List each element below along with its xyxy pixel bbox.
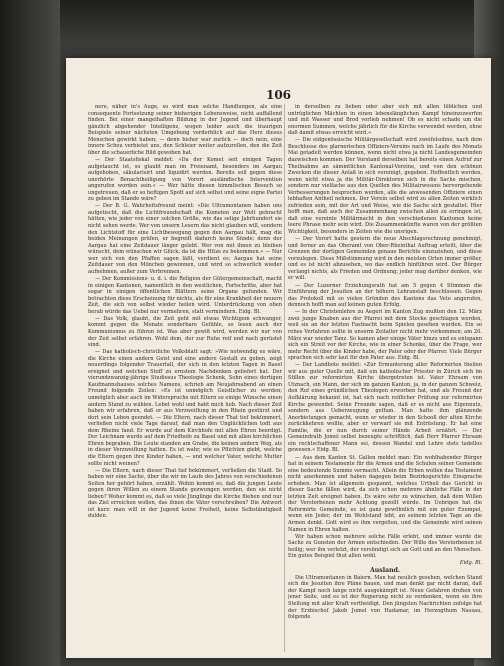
paragraph: nere, näher in's Auge, so wird man solche Handlungen, als eine consequente Fortsetzung seiner bisherigen Lebensweise, nicht auffallend finden. Bei einer mangelhaften Bildung in der Jugend und überhaupt gänzlich abgehender Intelligenz, wogen leider auch die traurigen Beispiele seiner nächsten Umgebung verderblich auf das Herz dieses Menschen gewirkt haben; — denn bisher war zurück — doch nein, eine innere Scheu verbietet uns, den Schleier weiter aufzurollen, den die Zeit über die schauerliche Bild gewoben hat. [88,104,282,156]
paragraph: — Der Kommissions- u. d. i. die Religion der Gütergemeinschaft, macht in einigen Kantonen, namentlich in den westlichen, Fortschritte, aber hat sogar in einigen öffentlichen Blättern seine Organe gefunden. Wir betrachten diese Erscheinung für nichts, als für eine Krankheit der neuern Zeit, die sich von selbst wieder heilen wird. Unterdrückung von oben herab würde das Uebel nur vermehren, statt vermindern. Eidg. Bl. [88,276,282,315]
paragraph: — Das Volk, glaubt, die Zeit geht mit etwas Wichtigem schwanger, kommt gegen die Monate sonderbare Gefühle, so lesen auch der Kommunismus zu führen ist. Was aber gewiß wird, werden wir nur von der Zeit selbst erfahren. Wohl dem, der zur Ruhe reif und nach gerüstet sind. [88,315,282,349]
paragraph: — Der Luzerner Erziehungsrath hat am 5 gegen 4 Stimmen die Einführung der Jesuiten an der höhern Lehranstalt beschlossen. Gegen das Protokoll mit so vielen Gründen des Kantons das Veto angerufen, dennoch hofft man auf keinen guten Erfolg. [288,282,482,309]
paragraph: — Die eidgenössische Militärgesellschaft wird zweifelsohne, nach dem Beschlusse des glarnerischen Offiziers-Vereins nach im Laufe des Monats Mai getadelt werden können, wenn nicht etwa ja nicht Landesgemeinden dazwischen kommen. Der Vorstand derselben hat bereits einen Aufruf zur Theilnahme an sämmtlichen Kantonal-Vereine, und von den schönen Zwecken die dieser Anlaß in sich vereinigt, gegeben. Hoffentlich werden, wenn nicht etwa ja die Militär-Direktoren sich in die Sache mischen, sondern nur vielfache aus den Quellen des Militairwesens hervorgehende Verbesserungen besprochen werden, alle die anwesenden Offiziere einen lebhaften Antheil nehmen. Der Verein selbst wird zu allen Zeiten wirklich zufrieden sein, mit der Art und Weise, wie die Sache sich gestaltet. Hier hofft man, daß auch der Zusammenhang zwischen allen zu erringen ist, daß eine vereinte Militärmacht in den verschiedenen Kantonen keine leere Phrase mehr sein wird. Die Zusammenkünfte waren von der größten Wichtigkeit, besonders in Zeiten wie die unsrigen. [288,137,482,235]
page-number: 106 [265,88,292,102]
paragraph: in derselben zu lieben oder aber sich mit allen löblichen und untrüglichen Mächten in einen lebenslänglichen Kampf hineinzuwerfen und mit Wasser und Brod vorlieb nehmen! Ob es nicht schade um die enormen Summen, welche jährlich für die Kirche verwendet werden, ohne daß damit etwas erreicht wird.« [288,104,482,137]
scan-background-top [0,0,504,40]
paragraph: — Aus dem Kanton St. Gallen meldet man: Ein wohlhabender Bürger hat in seinem Testamente für die Armen und die Schulen seiner Gemeinde eine bedeutende Summe vermacht. Allein die Erben wollen das Testament nicht anerkennen und haben dagegen beim Bezirksgerichte Einsprache erhoben. Man ist allgemein gespannt, welches Urtheil das Gericht in dieser Sache fällen wird, da sich schon mehrere ähnliche Fälle in der letzten Zeit ereignet haben. Es wäre sehr zu wünschen, daß dem Willen der Verstorbenen mehr Achtung gezollt würde. Im Uebrigen hat die Reformirte Gemeinde, es ist ganz gewöhnlich mit ein guter Exempel, wenn ein Jeder, der im Wohlstand lebt, an seinem letzten Tage an die Armen denkt. Gott wird es ihm vergelten, und die Gemeinde wird seinen Namen in Ehren halten. [288,454,482,533]
paragraph: Wir haben schon mehrere solche Fälle erlebt, und immer wurde die Sache zu Gunsten der Armen entschieden. Der Wille des Verstorbenen ist heilig; wer ihn verletzt, der versündigt sich an Gott und an den Menschen. Ein gutes Beispiel thut allen wohl. [288,533,482,560]
paragraph: — In der Christenlehre zu Aegeri im Kanton Zug mußten den 12. März zwei junge Knaben aus der Pfarrei mit dem Stocke geschlagen werden, weil sie an der letzten Fastnacht beim Spielen gesehen wurden. Ein so rohes Verfahren sollte in unserm Zeitalter nicht mehr vorkommen; am 20. März war wieder Tanz. So kamen aber einige Väter hinzu und es entspann sich ein Streit vor der Kirche, wie in einer Schenke, über die Frage, wer mehr Recht über die Kinder habe, der Pater oder der Pfarrer. Viele Bürger sprachen sich sehr laut für den Pater aus. Eidg. Bl. [288,309,482,362]
right-column [288,104,482,652]
paragraph: — Der Staatsfiskal meldet: »Da der Komet seit einigen Tagen aufgetaucht ist, so glaubt man im Freienamt, besonders im Aargau aufgehoben, säkularisirt und liquidirt werden. Bereits soll gegen diese unerhörte Benachtheiligung von Vorort ausländische Intervention angerufen worden sein.« — Wer hätte diesen himmlischen Besuch so ungetreuen, daß er so heftigen Spott auf sich selbst und seine eigne Partei zu geben im Stande wäre? [88,156,282,203]
column-divider [284,104,285,652]
paragraph: — Der Landbote meldet: »Zur Ermunterung aller Reformirten theilen wir aus guter Quelle mit, daß ein katholischer Priester in Zürich sich im Stillen zur reformirten Kirche übergetreten ist. Vater Ehrsam von Utznach, ein Mann, der sich im ganzen Kanton, ja, in der ganzen Schweiz, den Ruf eines gründlichen Theologen erworben hat, und als Freund der Aufklärung bekannt ist, hat sich nach reiflicher Prüfung zur reformirten Kirche gewendet. Seine Freunde sagen, daß er es nicht aus Eigennutz, sondern aus Ueberzeugung gethan. Man hatte ihm glänzende Anerbietungen gemacht, wenn er wieder in den Schooß der alten Kirche zurückkehren wollte, aber er verwarf sie mit Entrüstung. Er hat eine Familie, die er nun durch seiner Hände Arbeit ernährt. — Der Gemeindrath Jomel selbst bezeugte schriftlich, daß Herr Pfarrer Ehrsam ein rechtschaffener Mann sei, dessen Wandel und Lehre stets tadellos gewesen.« Eidg. Bl. [288,362,482,454]
paragraph: — Die Eltern, nach dieser That tief bekümmert, verließen die Stadt. So haben wir eine Sache, über die wir im Laufe des Jahres von verschiedenen Seiten her gehört haben, erzählt. Wohin kommt es, daß die jungen Leute gegen ihren Willen zu einem Stande gezwungen werden, den sie nicht lieben? Woher kommt es, daß so viele Jünglinge die Kirche fliehen und nur das Ziel erreichen wollen, das ihnen die Väter vorschreiben? Die Antwort ist kurz: man will in der Jugend keine Freiheit, keine Selbständigkeit dulden. [88,467,282,520]
section-heading-ausland: Ausland. [369,566,401,574]
paragraph: — Der B. G. Wahrheitsfreund meint: »Die Ultramontanen haben uns aufgetischt, daß die Lichtfreundschaft die Kometen zur Welt gebracht hätten, wie jeder von einer solchen Größe, wie das selige Jahrhundert sie nicht sehen werde. Wer von unsern Lesern das nicht glauben will, sondern den Lichtstoff für eine Lichtbewegung gegen den Aargau hält, mag die beiden Meinungen prüfen, er begreift dadurch keine Sünde; denn der Aargau hat eine Zeitdauer länger gelebt. Wer von mit ihnen zu bleiben wünscht, dem wünschen wir Glück; da ist die Hitze zu bekommen.« — Nur wer sich von den Pfaffen sagen läßt, verdient es; Aargau hat seine Zeitdauer von den Mönchen gewonnen, und wird so schwerlich wieder aufnehmen, außer zum Verbrennen. [88,203,282,275]
newspaper-page [66,58,491,658]
paragraph: — Der Vorort hatte gestern die neue Abschlagsrechnung genehmigt, und ferner an das Oberamt von Ober-Rheinthal Auftrag erteilt, über die Grenzen der dortigen Gemeinden genaue Berichte einzuziehen, und diese vorzulegen. Diese Mißstimmung wird in den meisten Orten immer größer, und es ist nicht abzusehen, wo das endlich hinführen wird. Der Bürger verlangt nichts, als Frieden und Ordnung; jeder mag darüber denken, wie er will. [288,236,482,282]
left-column [88,104,282,652]
paragraph: — Das katholisch-christliche Volksblatt sagt: »Wie notwendig es wäre, die Kirche einen andern Geist und eine andere Gestalt zu geben, zeigt neuerdings folgender Trauerfall, der sich in den letzten Tagen in Basel ereignet und welchen Stoff zu ernstem Nachdenken geliefert hat. Der vierundzwanzig-jährige Studiosus Theologie Schenk, Sohn eines dortigen Kaufmannshauses solches Namens, schrieb am Neujahrsabend an einen Freund folgende Zeilen: »Es ist unmöglich Geistlicher zu werden; unmöglich aber auch im Widerspruche mit Eltern so einige Wünsche einen andern Stand zu wählen. Lebet wohl und habt mich lieb. Nach dieser Zeit haben wir erfahren, daß er aus Verzweiflung in den Rhein gestürzt und dort sein Leben geendet. — Die Eltern, nach dieser That tief bekümmert, verließen nicht viele Tage darauf, daß man den Unglücklichen todt aus dem Rheine fand. Er wurde auf dem Kirchhofe mit allen Ehren beerdigt. Der Leichnam wurde auf dem Friedhofe zu Basel und mit allen kirchlichen Ehren begraben. Die Leute standen am Grabe, die keinen andern Weg, als in dieser Verzweiflung hatten. Es ist wahr, wie es Pflichten giebt, welche die Eltern gegen ihre Kinder haben, — und welcher Vater, welche Mutter sollte nicht weinen? [88,349,282,467]
signature: Eidg. Bl. [459,560,482,567]
scan-background-left [0,0,60,666]
paragraph: Die Ultramontanen in Baiern. Man hat neulich gesehen, welchen Stand sich die Jesuiten ihre Pläne bauen, und man denkt gar nicht daran, daß der Kampf noch lange nicht ausgekämpft ist. Neue Gefahren drohen von jener Seite, und es ist der Regierung nicht zu verdenken, wenn sie ihre Stellung mit aller Kraft vertheidigt. Den jüngsten Nachrichten zufolge hat der Erzbischof Jakob Jumel von Hadamar, im Herzogthum Nassau, folgende [288,574,482,621]
